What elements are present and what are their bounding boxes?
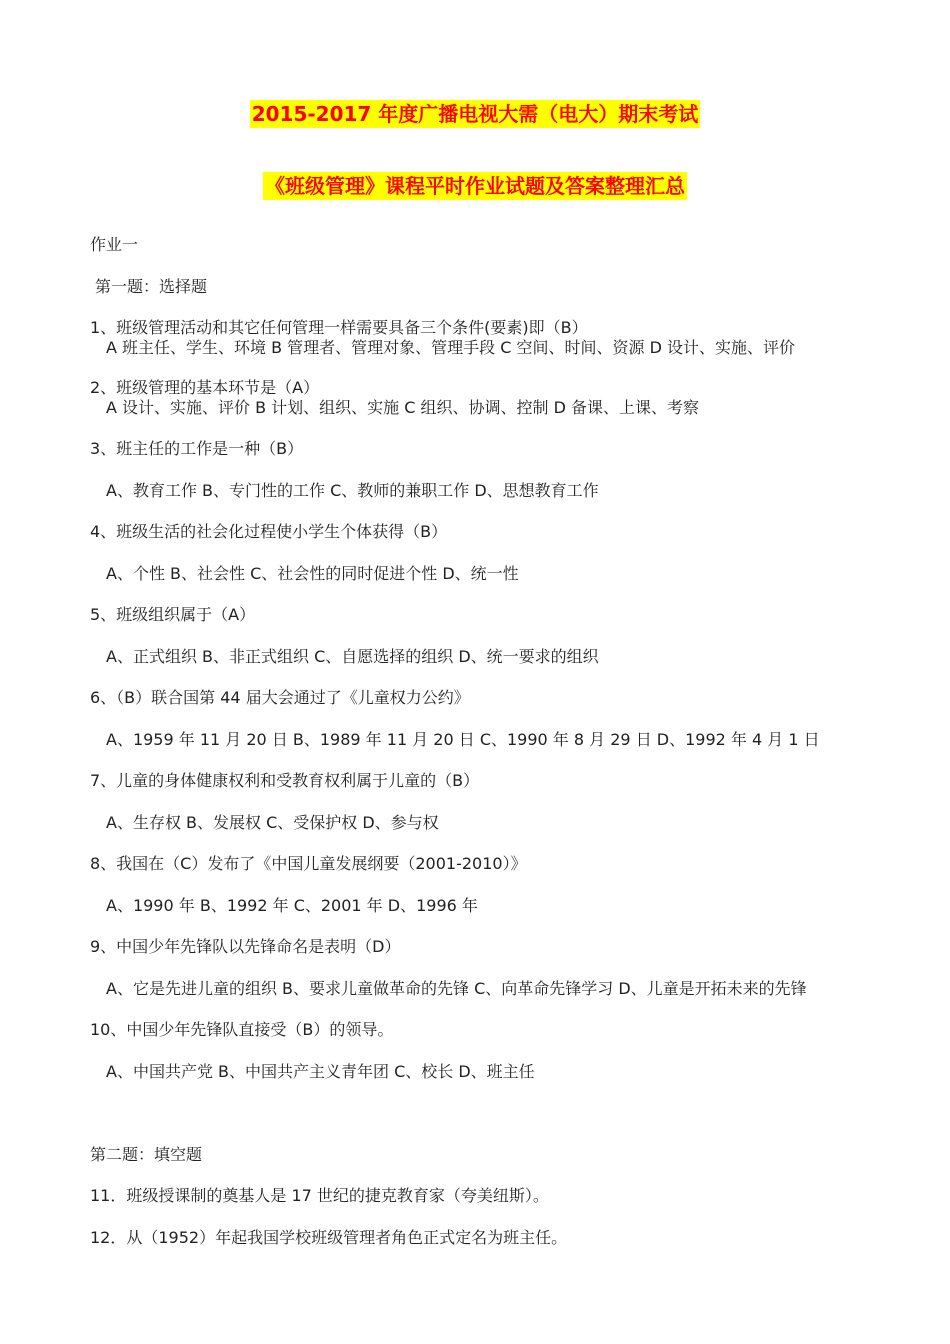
question-7-options: A、生存权 B、发展权 C、受保护权 D、参与权	[106, 813, 439, 832]
question-1-options: A 班主任、学生、环境 B 管理者、管理对象、管理手段 C 空间、时间、资源 D 设计、实施、评价	[106, 338, 796, 357]
question-3-options: A、教育工作 B、专门性的工作 C、教师的兼职工作 D、思想教育工作	[106, 481, 599, 500]
question-7: 7、儿童的身体健康权利和受教育权利属于儿童的（B）	[90, 771, 480, 790]
question-9: 9、中国少年先锋队以先锋命名是表明（D）	[90, 937, 401, 956]
question-10: 10、中国少年先锋队直接受（B）的领导。	[90, 1020, 394, 1039]
section-label: 作业一	[90, 235, 139, 254]
question-10-options: A、中国共产党 B、中国共产主义青年团 C、校长 D、班主任	[106, 1062, 535, 1081]
question-8-options: A、1990 年 B、1992 年 C、2001 年 D、1996 年	[106, 896, 478, 915]
question-3: 3、班主任的工作是一种（B）	[90, 439, 304, 458]
fill-question-12: 12．从（1952）年起我国学校班级管理者角色正式定名为班主任。	[90, 1228, 568, 1247]
question-9-options: A、它是先进儿童的组织 B、要求儿童做革命的先锋 C、向革命先锋学习 D、儿童是开拓未来的先锋	[106, 979, 807, 998]
title-line1-text: 2015-2017 年度广播电视大需（电大）期末考试	[251, 102, 699, 126]
question-2: 2、班级管理的基本环节是（A）	[90, 378, 320, 397]
title-line2-text: 《班级管理》课程平时作业试题及答案整理汇总	[265, 174, 685, 198]
part2-label: 第二题：填空题	[90, 1145, 203, 1164]
document-title-line2	[0, 172, 950, 200]
question-4-options: A、个性 B、社会性 C、社会性的同时促进个性 D、统一性	[106, 564, 519, 583]
part1-label: 第一题：选择题	[95, 277, 208, 296]
fill-question-11: 11．班级授课制的奠基人是 17 世纪的捷克教育家（夸美纽斯）。	[90, 1186, 549, 1205]
question-5: 5、班级组织属于（A）	[90, 605, 256, 624]
document-title-line1	[0, 100, 950, 128]
question-8: 8、我国在（C）发布了《中国儿童发展纲要（2001-2010）》	[90, 854, 527, 873]
question-6: 6、（B）联合国第 44 届大会通过了《儿童权力公约》	[90, 688, 470, 707]
question-4: 4、班级生活的社会化过程使小学生个体获得（B）	[90, 522, 448, 541]
question-6-options: A、1959 年 11 月 20 日 B、1989 年 11 月 20 日 C、1990 年 8 月 29 日 D、1992 年 4 月 1 日	[106, 730, 820, 749]
question-1: 1、班级管理活动和其它任何管理一样需要具备三个条件(要素)即（B）	[90, 318, 588, 337]
question-2-options: A 设计、实施、评价 B 计划、组织、实施 C 组织、协调、控制 D 备课、上课、考察	[106, 398, 700, 417]
question-5-options: A、正式组织 B、非正式组织 C、自愿选择的组织 D、统一要求的组织	[106, 647, 599, 666]
